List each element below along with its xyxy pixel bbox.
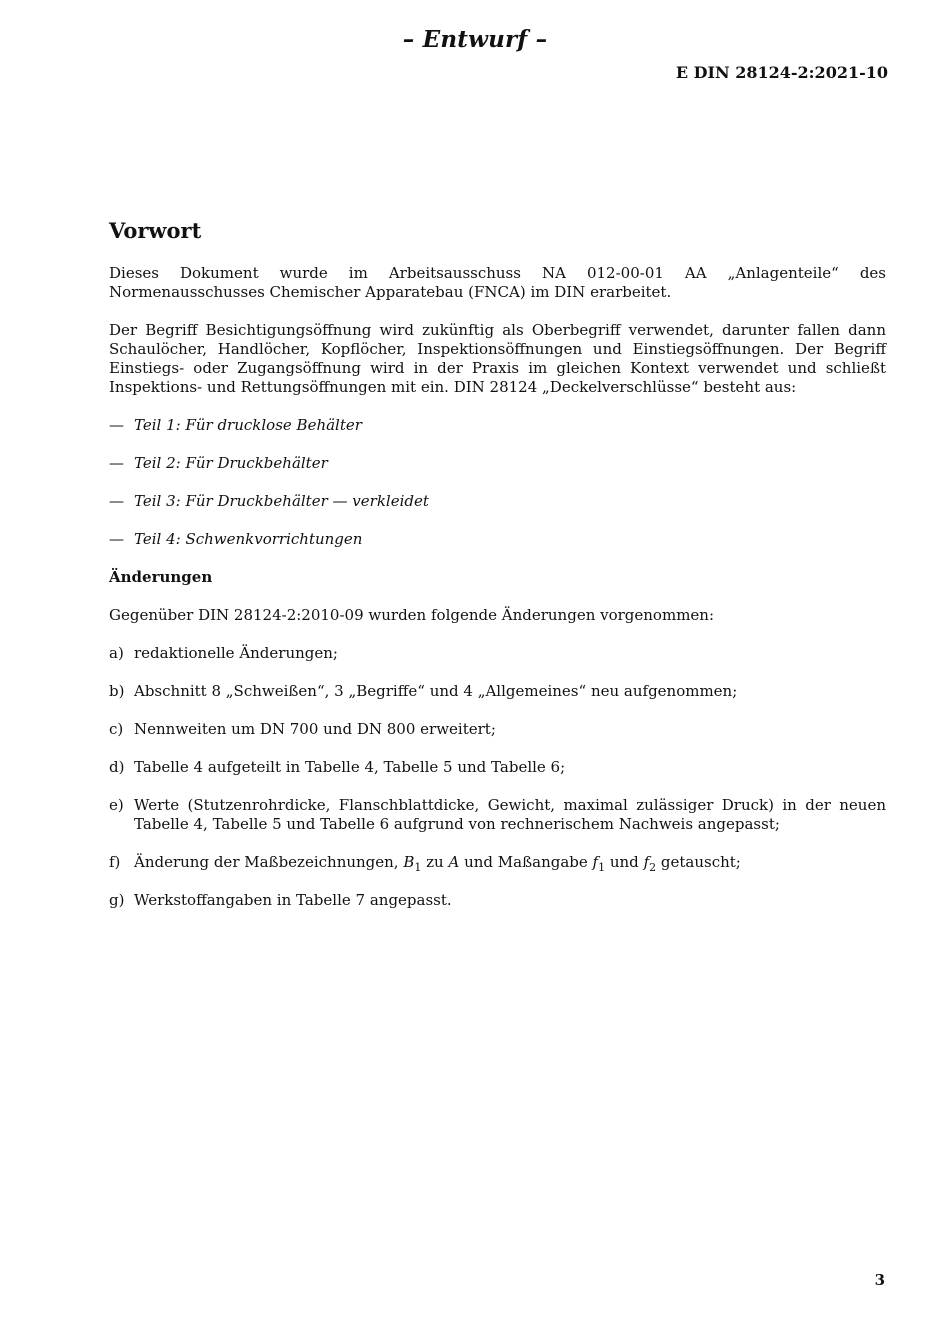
subscript: 2 (649, 861, 657, 874)
text-run: und (605, 853, 644, 871)
change-text: Abschnitt 8 „Schweißen“, 3 „Begriffe“ und 4 „Allgemeines“ neu aufgenommen; (134, 682, 738, 700)
dash-marker: — (109, 530, 124, 548)
dash-marker: — (109, 492, 124, 510)
change-item-d (109, 758, 886, 777)
list-item-part-2 (109, 454, 886, 473)
text-run: und Maßangabe (459, 853, 593, 871)
change-item-c (109, 720, 886, 739)
subscript: 1 (598, 861, 606, 874)
part-text: Teil 2: Für Druckbehälter (134, 454, 328, 472)
change-item-g (109, 891, 886, 910)
part-text: Teil 3: Für Druckbehälter — verkleidet (134, 492, 429, 510)
foreword-section (109, 218, 886, 929)
text-run: zu (421, 853, 449, 871)
variable-symbol: B (403, 853, 415, 871)
dash-marker: — (109, 454, 124, 472)
change-text: Nennweiten um DN 700 und DN 800 erweitert; (134, 720, 496, 738)
part-text: Teil 1: Für drucklose Behälter (134, 416, 362, 434)
paragraph-committee: Dieses Dokument wurde im Arbeitsausschuss NA 012-00-01 AA „Anlagenteile“ des Normenausschusses Chemischer Apparatebau (FNCA) im DIN erarbeitet. (109, 264, 886, 301)
changes-intro: Gegenüber DIN 28124-2:2010-09 wurden folgende Änderungen vorgenommen: (109, 606, 715, 624)
paragraph-terminology: Der Begriff Besichtigungsöffnung wird zukünftig als Oberbegriff verwendet, darunter fallen dann Schaulöcher, Handlöcher, Kopflöcher, Inspektionsöffnungen und Einstiegsöffnungen. Der Begriff Einstiegs- oder Zugangsöffnung wird in der Praxis im gleichen Kontext verwendet und schließt Inspektions- und Rettungsöffnungen mit ein. DIN 28124 „Deckelverschlüsse“ besteht aus: (109, 321, 886, 396)
change-text (134, 853, 886, 872)
list-item-part-3 (109, 492, 886, 511)
document-id: E DIN 28124-2:2021-10 (675, 63, 888, 82)
list-marker: a) (109, 644, 124, 662)
list-marker: c) (109, 720, 124, 738)
list-marker: e) (109, 796, 124, 814)
change-text: Werkstoffangaben in Tabelle 7 angepasst. (134, 891, 452, 909)
section-title: Vorwort (109, 218, 202, 243)
change-item-b (109, 682, 886, 701)
list-marker: g) (109, 891, 125, 909)
change-item-e (109, 796, 886, 834)
list-marker: b) (109, 682, 125, 700)
dash-marker: — (109, 416, 124, 434)
variable-symbol: A (448, 853, 460, 871)
part-text: Teil 4: Schwenkvorrichtungen (134, 530, 363, 548)
change-item-a (109, 644, 886, 663)
change-item-f (109, 853, 886, 872)
change-text: Werte (Stutzenrohrdicke, Flanschblattdicke, Gewicht, maximal zulässiger Druck) in der neuen Tabelle 4, Tabelle 5 und Tabelle 6 aufgrund von rechnerischem Nachweis angepasst; (134, 796, 886, 833)
subscript: 1 (414, 861, 422, 874)
list-marker: d) (109, 758, 125, 776)
list-item-part-1 (109, 416, 886, 435)
list-marker: f) (109, 853, 121, 871)
draft-label: – Entwurf – (402, 26, 548, 53)
change-text: redaktionelle Änderungen; (134, 644, 338, 662)
text-run: getauscht; (656, 853, 741, 871)
page-number: 3 (874, 1271, 885, 1289)
changes-heading: Änderungen (109, 568, 213, 586)
variable-symbol: f (592, 853, 599, 871)
variable-symbol: f (643, 853, 650, 871)
text-run: Änderung der Maßbezeichnungen, (134, 853, 404, 871)
list-item-part-4 (109, 530, 886, 549)
change-text: Tabelle 4 aufgeteilt in Tabelle 4, Tabelle 5 und Tabelle 6; (134, 758, 566, 776)
